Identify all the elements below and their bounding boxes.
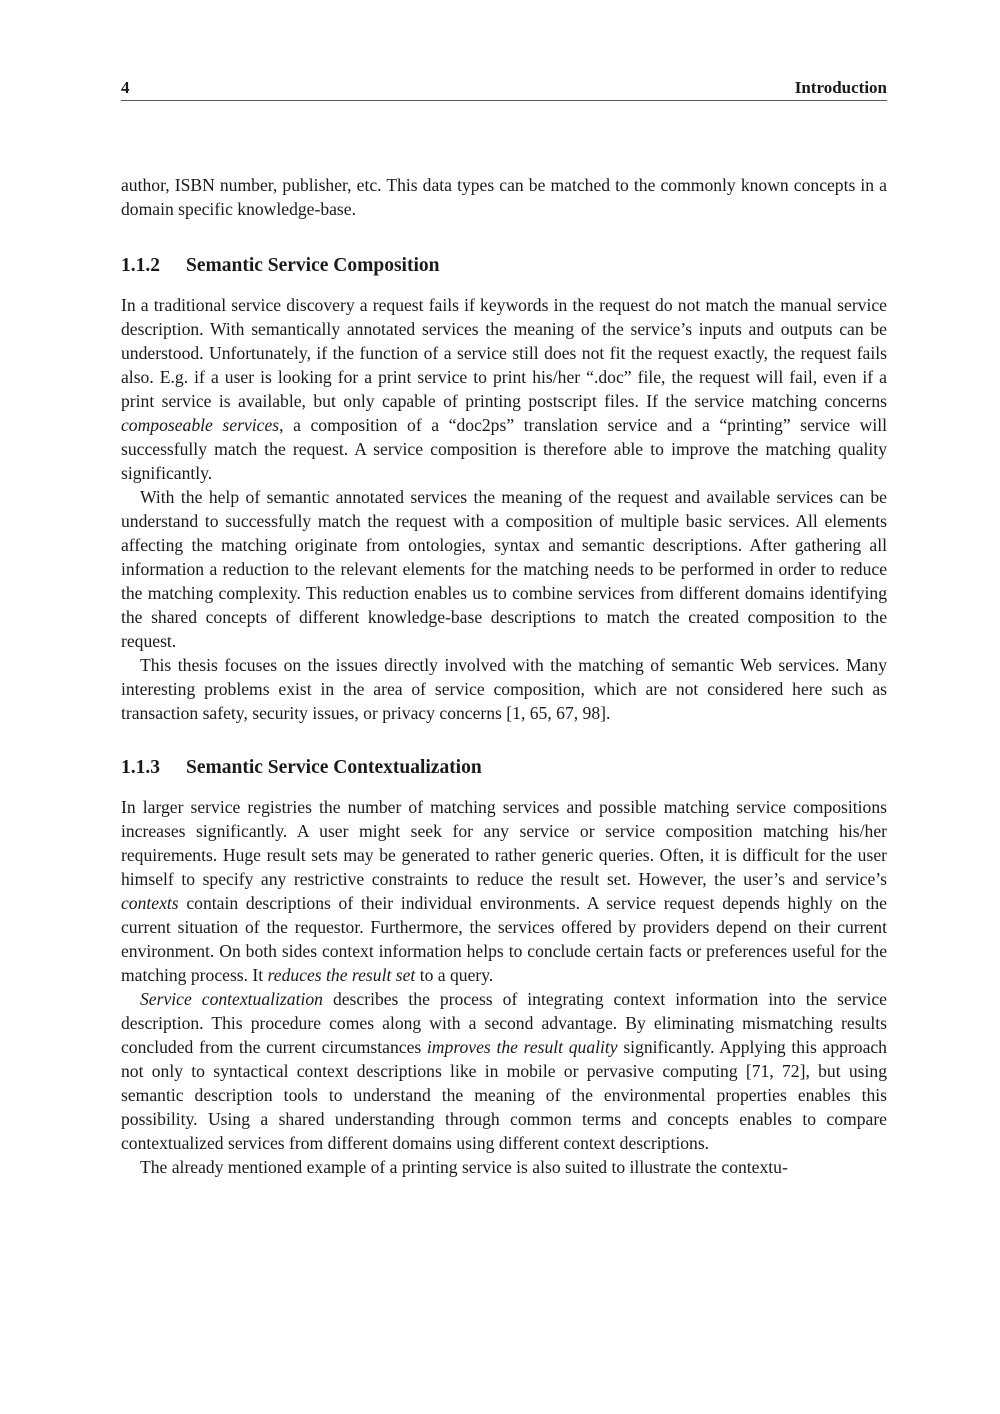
continuation-paragraph-block xyxy=(121,173,887,221)
paragraph-text: contain descriptions of their individual environments. A service request depends highly on the current situation of the requestor. Furthermore, the services offered by providers depend on their current environment. On both sides context information helps to conclude certain facts or preferences useful for the matching process. It xyxy=(121,893,887,985)
paragraph: This thesis focuses on the issues directly involved with the matching of semantic Web services. Many interesting problems exist in the area of service composition, which are not considered here such as transaction safety, security issues, or privacy concerns [1, 65, 67, 98]. xyxy=(121,655,887,723)
section-number: 1.1.2 xyxy=(121,255,160,276)
chapter-title: Introduction xyxy=(794,78,887,97)
paragraph-text: In larger service registries the number of matching services and possible matching service compositions increases significantly. A user might seek for any service or service composition matching his/her requirements. Huge result sets may be generated to rather generic queries. Often, it is difficult for the user himself to specify any restrictive constraints to reduce the result set. However, the user’s and service’s xyxy=(121,797,887,889)
paragraph-text: , a composition of a “doc2ps” translation service and a “printing” service will successfully match the request. A service composition is therefore able to improve the matching quality significantly. xyxy=(121,415,888,483)
section-1-1-2-body xyxy=(121,293,887,725)
section-heading-1-1-3 xyxy=(121,756,482,780)
section-heading-1-1-2 xyxy=(121,254,439,278)
paragraph xyxy=(121,795,887,987)
emphasis-text: improves the result quality xyxy=(426,1037,618,1057)
paragraph-text: In a traditional service discovery a request fails if keywords in the request do not match the manual service description. With semantically annotated services the meaning of the service’s inputs and outputs can be understood. Unfortunately, if the function of a service still does not fit the request exactly, the request fails also. E.g. if a user is looking for a print service to print his/her “.doc” file, the request will fail, even if a print service is available, but only capable of printing postscript files. If the service matching concerns xyxy=(121,295,887,411)
page-number: 4 xyxy=(121,78,130,97)
emphasis-text: Service contextualization xyxy=(140,989,323,1009)
paragraph: The already mentioned example of a printing service is also suited to illustrate the contextu- xyxy=(140,1157,788,1177)
paragraph: With the help of semantic annotated services the meaning of the request and available services can be understand to successfully match the request with a composition of multiple basic services. All elements affecting the matching originate from ontologies, syntax and semantic descriptions. After gathering all information a reduction to the relevant elements for the matching needs to be performed in order to reduce the matching complexity. This reduction enables us to combine services from different domains identifying the shared concepts of different knowledge-base descriptions to match the created composition to the request. xyxy=(121,487,887,651)
section-number: 1.1.3 xyxy=(121,757,160,778)
section-title: Semantic Service Composition xyxy=(186,255,440,276)
section-title: Semantic Service Contextualization xyxy=(186,757,482,778)
paragraph xyxy=(121,293,887,485)
paragraph-text: describes the process of integrating context information into the service description. This procedure comes along with a second advantage. By eliminating mismatching results concluded from the current circumstances xyxy=(121,989,887,1057)
paragraph-text: to a query. xyxy=(415,965,494,985)
continuation-paragraph: author, ISBN number, publisher, etc. This data types can be matched to the commonly known concepts in a domain specific knowledge-base. xyxy=(121,175,887,219)
emphasis-text: composeable services xyxy=(121,415,280,435)
paragraph-text: significantly. Applying this approach not only to syntactical context descriptions like in mobile or pervasive computing [71, 72], but using semantic description tools to understand the meaning of the environmental properties enables this possibility. Using a shared understanding through common terms and concepts enables to compare contextualized services from different domains using different context descriptions. xyxy=(121,1037,887,1153)
paragraph xyxy=(121,987,887,1155)
emphasis-text: contexts xyxy=(121,893,179,913)
emphasis-text: reduces the result set xyxy=(267,965,416,985)
running-header xyxy=(121,78,887,101)
section-1-1-3-body xyxy=(121,795,887,1179)
